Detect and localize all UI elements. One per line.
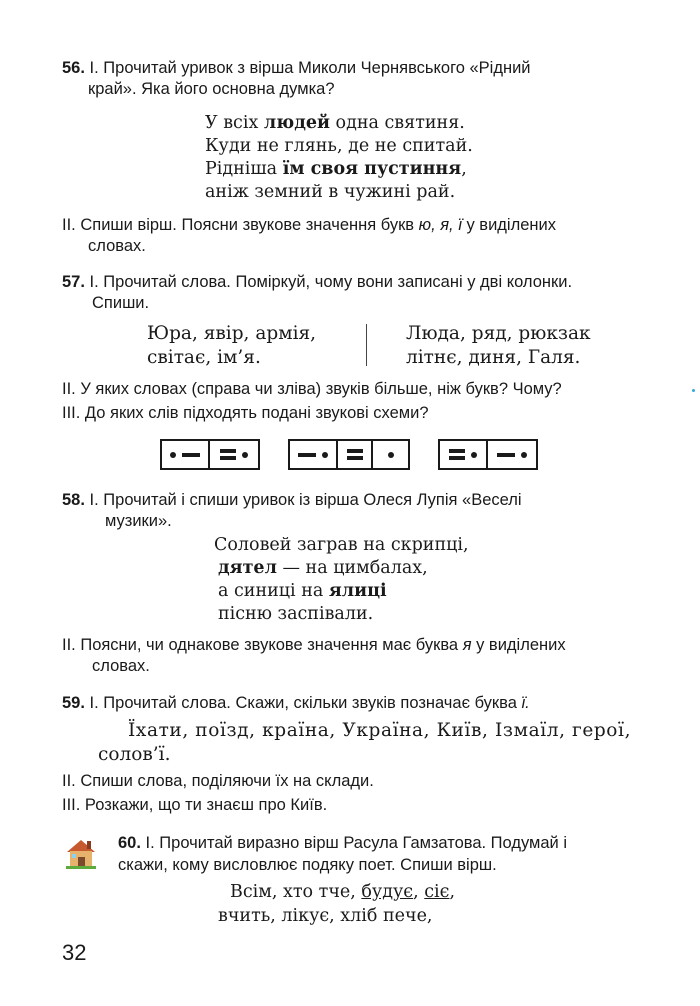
sound-schemes [160, 439, 538, 470]
scheme-cell [373, 441, 408, 468]
sound-scheme-2 [288, 439, 410, 470]
ex56-poem [205, 112, 473, 204]
ex56-text-1: І. Прочитай уривок з вірша Миколи Чернявського «Рідний [89, 59, 531, 77]
ex56-task2: ІІ. Спиши вірш. Поясни звукове значення букв ю, я, ї у виділених [62, 216, 556, 234]
ex57-task3: ІІІ. До яких слів підходять подані звукові схеми? [62, 404, 429, 422]
ex57-right-column [406, 322, 591, 370]
ex57-task2: ІІ. У яких словах (справа чи зліва) звуків більше, ніж букв? Чому? [62, 380, 562, 398]
ex60-line2: скажи, кому висловлює подяку поет. Спиши вірш. [118, 856, 497, 874]
ex57-number: 57. [62, 273, 85, 291]
ex58-poem-line4: пісню заспівали. [218, 604, 374, 624]
ex57-left-1: Юра, явір, армія, [147, 323, 317, 344]
scheme-cell [210, 441, 258, 468]
ex58-number: 58. [62, 491, 85, 509]
ex56-line2: край». Яка його основна думка? [88, 80, 335, 98]
ex58-task2: ІІ. Поясни, чи однакове звукове значення має буква я у виділених [62, 636, 566, 654]
ex60-line1: 60. І. Прочитай виразно вірш Расула Гамзатова. Подумай і [118, 834, 568, 852]
ex60-number: 60. [118, 834, 141, 852]
ex59-task3: ІІІ. Розкажи, що ти знаєш про Київ. [62, 796, 328, 814]
ex56-number: 56. [62, 59, 85, 77]
ex56-poem-line3: Рідніша їм своя пустиння, [205, 159, 467, 179]
ex56-poem-line1: У всіх людей одна святиня. [205, 113, 465, 133]
ex60-poem-line1: Всім, хто тче, будує, сіє, [230, 882, 456, 902]
scheme-cell [440, 441, 488, 468]
ex60-poem [218, 880, 456, 928]
ex58-poem-line2: дятел — на цимбалах, [218, 558, 428, 578]
page-number: 32 [62, 940, 87, 965]
ex58-poem [214, 534, 469, 626]
ex59-number: 59. [62, 694, 85, 712]
ex58-task2-line2: словах. [92, 657, 150, 675]
margin-dot [692, 389, 695, 392]
ex56-task2-line2: словах. [88, 237, 146, 255]
ex59-words-1: Їхати, поїзд, країна, Україна, Київ, Ізмаїл, герої, [128, 720, 632, 741]
ex59-words-2: солов’ї. [98, 744, 171, 765]
ex57-line2: Спиши. [92, 294, 150, 312]
ex58-line2: музики». [105, 512, 172, 530]
scheme-cell [488, 441, 536, 468]
ex58-poem-line1: Соловей заграв на скрипці, [214, 535, 469, 555]
ex56-line1 [62, 58, 639, 79]
home-icon [63, 836, 99, 872]
sound-scheme-1 [160, 439, 260, 470]
ex57-right-1: Люда, ряд, рюкзак [406, 323, 591, 344]
ex57-left-2: світає, ім’я. [147, 347, 261, 368]
ex57-right-2: літнє, диня, Галя. [406, 347, 581, 368]
ex58-line1: 58. І. Прочитай і спиши уривок із вірша Олеся Лупія «Веселі [62, 491, 522, 509]
ex56-poem-line2: Куди не глянь, де не спитай. [205, 136, 473, 156]
ex57-line1: 57. І. Прочитай слова. Поміркуй, чому вони записані у дві колонки. [62, 273, 573, 291]
ex57-left-column [147, 322, 316, 370]
ex56-poem-line4: аніж земний в чужині рай. [205, 182, 456, 202]
ex59-task2: ІІ. Спиши слова, поділяючи їх на склади. [62, 772, 374, 790]
scheme-cell [290, 441, 338, 468]
column-divider [366, 324, 367, 366]
ex59-line1: 59. І. Прочитай слова. Скажи, скільки звуків позначає буква ї. [62, 694, 530, 712]
scheme-cell [162, 441, 210, 468]
ex58-poem-line3: а синиці на ялиці [218, 581, 387, 601]
sound-scheme-3 [438, 439, 538, 470]
scheme-cell [338, 441, 373, 468]
ex60-poem-line2: вчить, лікує, хліб пече, [218, 906, 433, 926]
